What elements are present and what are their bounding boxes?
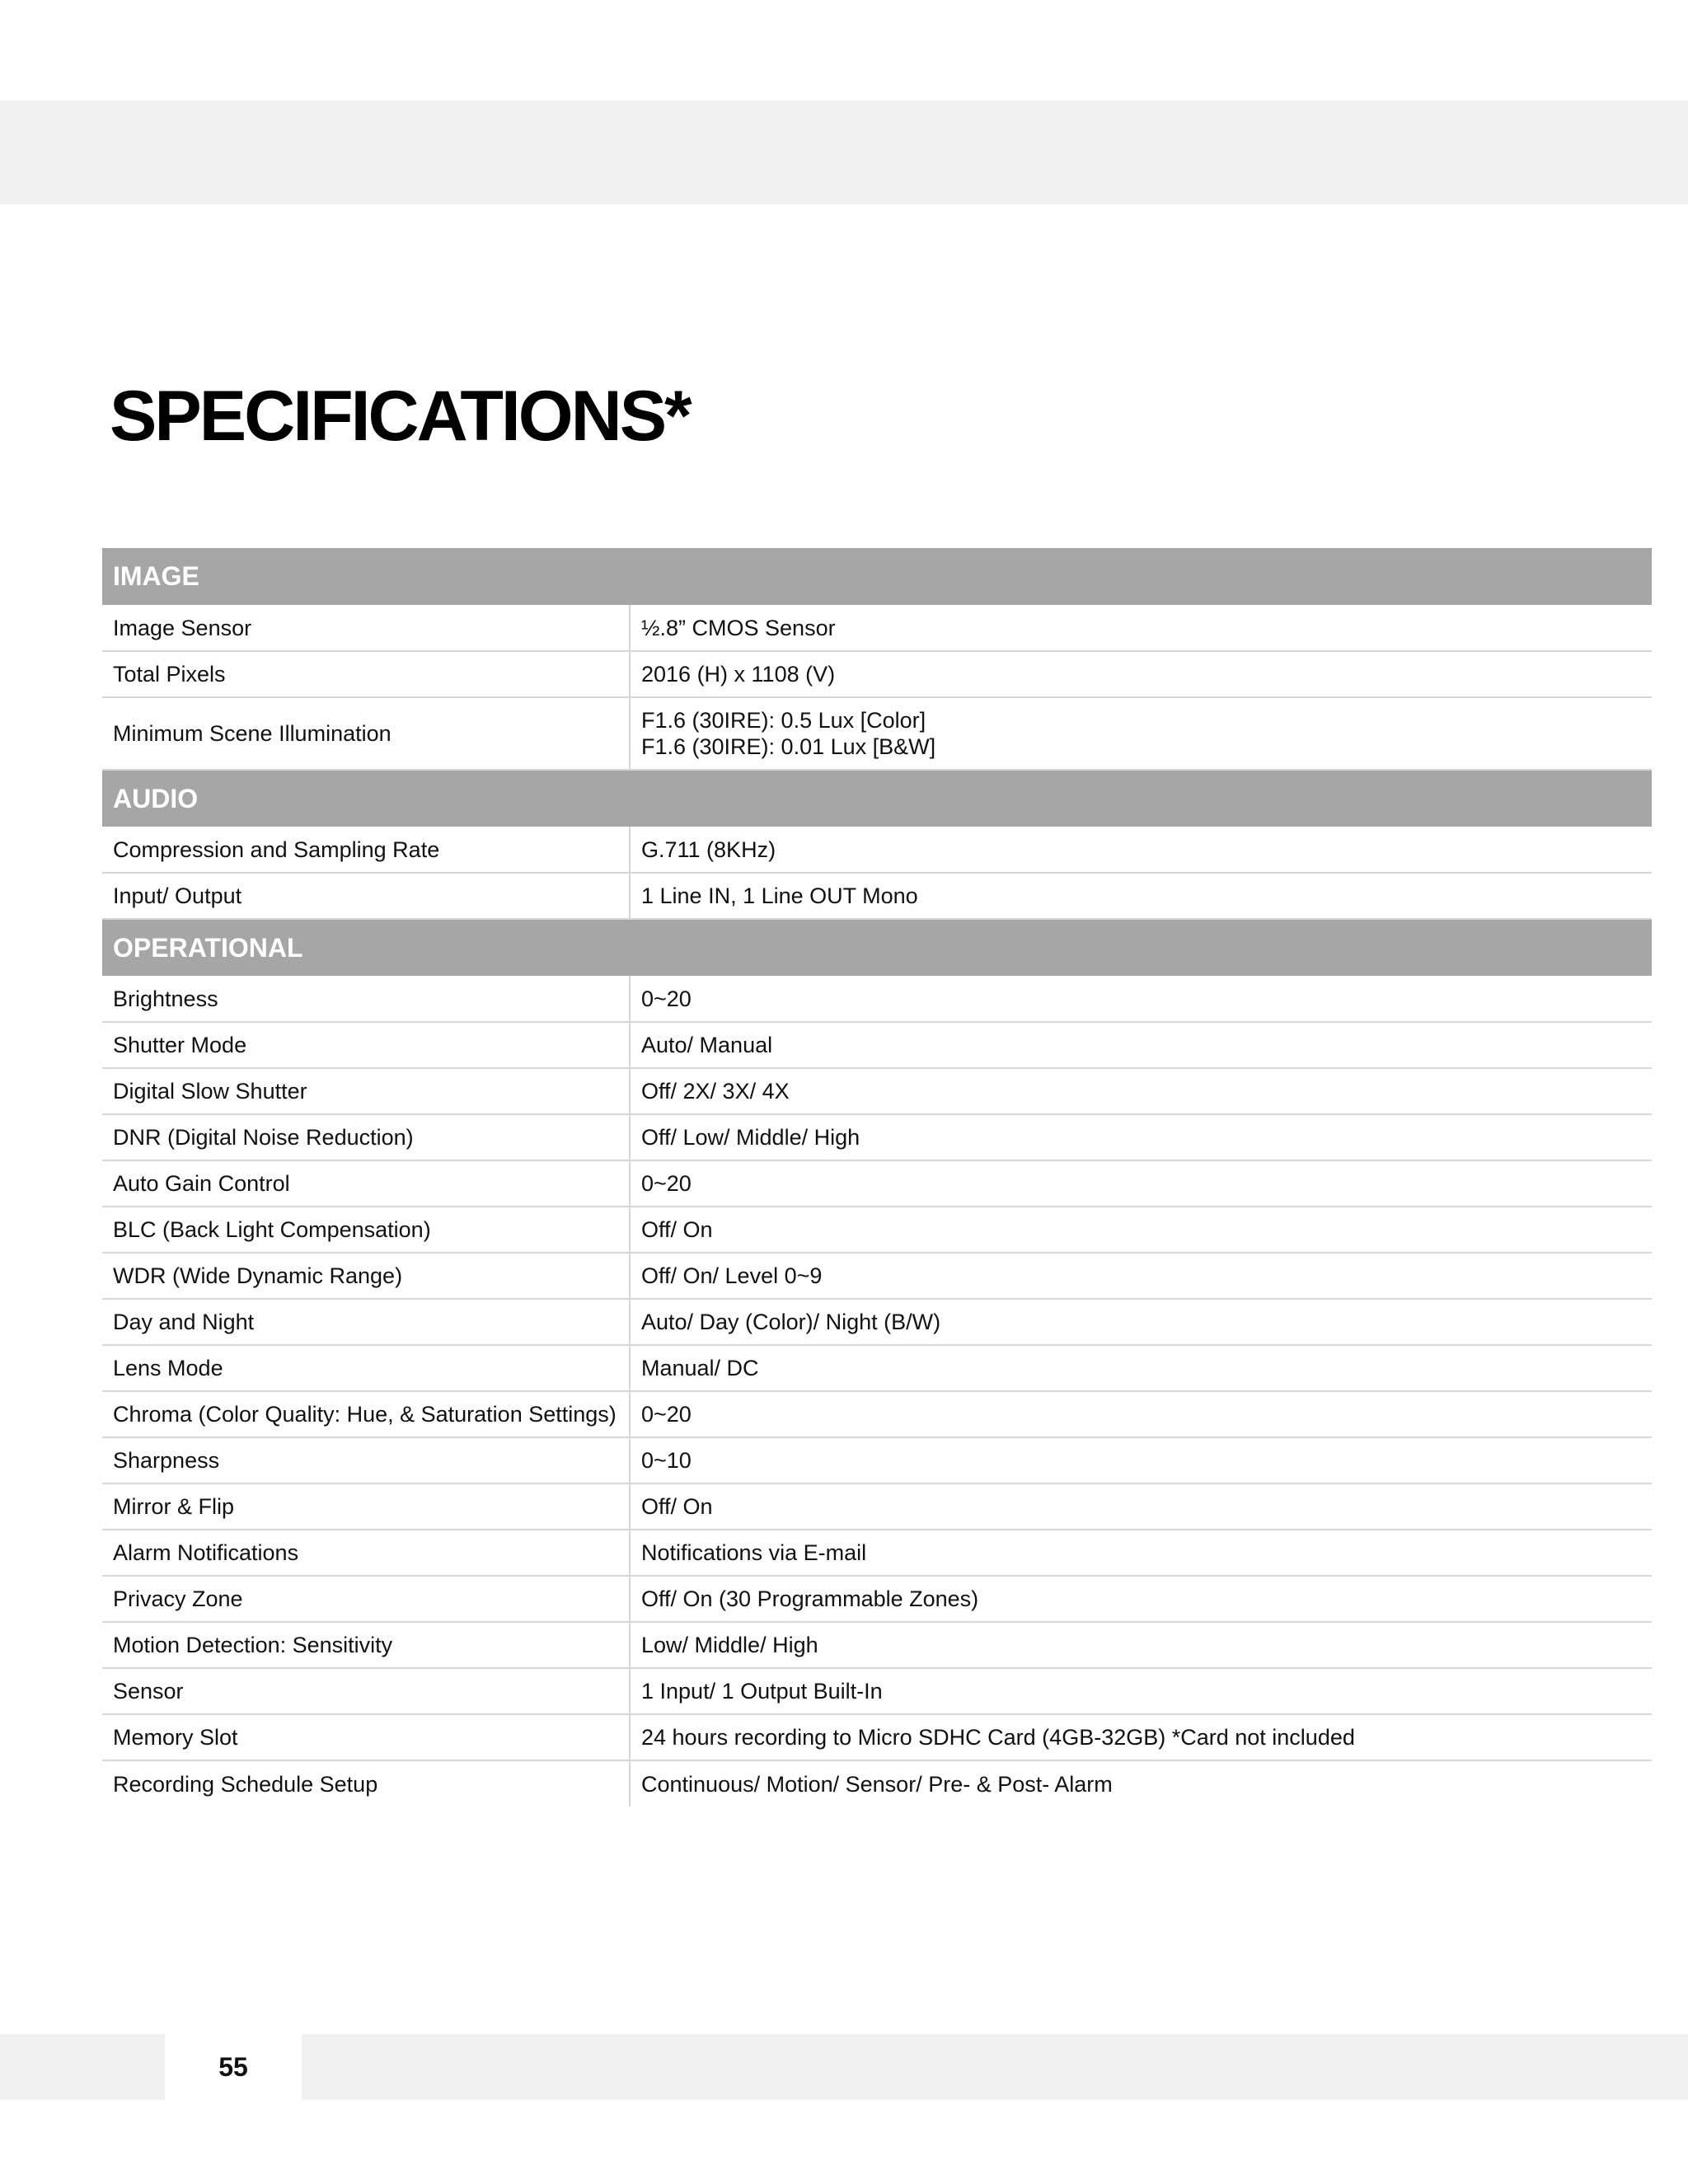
spec-label: Image Sensor [102,605,630,651]
spec-value [630,1068,1652,1114]
spec-label: Sharpness [102,1437,630,1483]
section-header-row [102,548,1652,605]
table-row [102,1345,1652,1391]
table-row [102,1299,1652,1345]
spec-value-line: Auto/ Day (Color)/ Night (B/W) [641,1310,941,1334]
specifications-table [102,548,1652,1807]
spec-value-line: Manual/ DC [641,1356,759,1380]
table-row [102,1714,1652,1760]
spec-value [630,1483,1652,1530]
spec-label: Digital Slow Shutter [102,1068,630,1114]
section-heading: IMAGE [102,548,1652,605]
spec-value [630,605,1652,651]
spec-value-line: G.711 (8KHz) [641,837,776,862]
table-row [102,873,1652,919]
page-title: SPECIFICATIONS* [110,377,690,456]
footer-band-left [0,2034,165,2100]
page-number: 55 [218,2052,248,2082]
table-row [102,1207,1652,1253]
spec-value [630,1345,1652,1391]
table-row [102,1022,1652,1068]
spec-label: DNR (Digital Noise Reduction) [102,1114,630,1160]
spec-value-line: 0~20 [641,1171,692,1196]
spec-label: Privacy Zone [102,1576,630,1622]
table-row [102,1668,1652,1714]
spec-value [630,1299,1652,1345]
spec-value-line: Notifications via E-mail [641,1540,867,1565]
spec-value [630,1114,1652,1160]
spec-label: Sensor [102,1668,630,1714]
spec-value-line: 1 Line IN, 1 Line OUT Mono [641,883,918,908]
section-heading: OPERATIONAL [102,919,1652,976]
spec-value [630,1207,1652,1253]
table-row [102,651,1652,697]
table-row [102,1068,1652,1114]
spec-value-line: Continuous/ Motion/ Sensor/ Pre- & Post- Alarm [641,1771,1113,1797]
spec-value [630,1760,1652,1807]
spec-value-line: Off/ On/ Level 0~9 [641,1263,823,1288]
spec-value [630,1530,1652,1576]
table-row [102,1160,1652,1207]
spec-value-line: 1 Input/ 1 Output Built-In [641,1679,883,1704]
spec-label: Day and Night [102,1299,630,1345]
table-row [102,976,1652,1022]
table-row [102,1622,1652,1668]
spec-value-line: Auto/ Manual [641,1033,773,1057]
spec-value [630,1160,1652,1207]
spec-label: Input/ Output [102,873,630,919]
spec-value [630,1391,1652,1437]
header-band [0,101,1688,204]
spec-value [630,1714,1652,1760]
spec-label: Compression and Sampling Rate [102,827,630,873]
spec-value-line: Off/ On [641,1494,713,1519]
footer-band-right [302,2034,1688,2100]
specifications-table-body [102,548,1652,1807]
spec-value-line: ½.8” CMOS Sensor [641,615,836,640]
table-row [102,605,1652,651]
spec-label: Brightness [102,976,630,1022]
spec-value-line: Off/ 2X/ 3X/ 4X [641,1079,790,1104]
spec-value-line: F1.6 (30IRE): 0.5 Lux [Color] [641,708,926,733]
spec-value [630,976,1652,1022]
spec-value-line: 2016 (H) x 1108 (V) [641,662,836,687]
spec-value [630,1253,1652,1299]
spec-value-line: Low/ Middle/ High [641,1633,818,1657]
spec-label: Motion Detection: Sensitivity [102,1622,630,1668]
spec-value [630,873,1652,919]
spec-label: Alarm Notifications [102,1530,630,1576]
section-heading: AUDIO [102,770,1652,827]
spec-label: Shutter Mode [102,1022,630,1068]
spec-value [630,651,1652,697]
spec-value [630,1022,1652,1068]
spec-label: Memory Slot [102,1714,630,1760]
table-row [102,1576,1652,1622]
spec-label: Minimum Scene Illumination [102,697,630,770]
spec-value-line: 0~20 [641,986,692,1011]
spec-value-line: 24 hours recording to Micro SDHC Card (4GB-32GB) *Card not included [641,1725,1355,1750]
table-row [102,1114,1652,1160]
section-header-row [102,919,1652,976]
spec-value [630,1576,1652,1622]
table-row [102,827,1652,873]
table-row [102,1483,1652,1530]
spec-value [630,827,1652,873]
spec-label: Recording Schedule Setup [102,1760,630,1807]
spec-value-line: 0~10 [641,1448,692,1473]
spec-value-line: Off/ On [641,1217,713,1242]
table-row [102,1391,1652,1437]
spec-label: Mirror & Flip [102,1483,630,1530]
spec-label: Chroma (Color Quality: Hue, & Saturation Settings) [102,1391,630,1437]
spec-label: WDR (Wide Dynamic Range) [102,1253,630,1299]
spec-value-line: F1.6 (30IRE): 0.01 Lux [B&W] [641,734,936,759]
spec-label: Total Pixels [102,651,630,697]
spec-label: Lens Mode [102,1345,630,1391]
spec-value [630,697,1652,770]
section-header-row [102,770,1652,827]
table-row [102,1437,1652,1483]
table-row [102,1760,1652,1807]
spec-value [630,1437,1652,1483]
spec-value-line: Off/ Low/ Middle/ High [641,1125,860,1150]
table-row [102,1253,1652,1299]
spec-value [630,1668,1652,1714]
spec-value-line: Off/ On (30 Programmable Zones) [641,1586,979,1611]
table-row [102,1530,1652,1576]
spec-label: BLC (Back Light Compensation) [102,1207,630,1253]
spec-label: Auto Gain Control [102,1160,630,1207]
table-row [102,697,1652,770]
spec-value-line: 0~20 [641,1402,692,1427]
spec-value [630,1622,1652,1668]
